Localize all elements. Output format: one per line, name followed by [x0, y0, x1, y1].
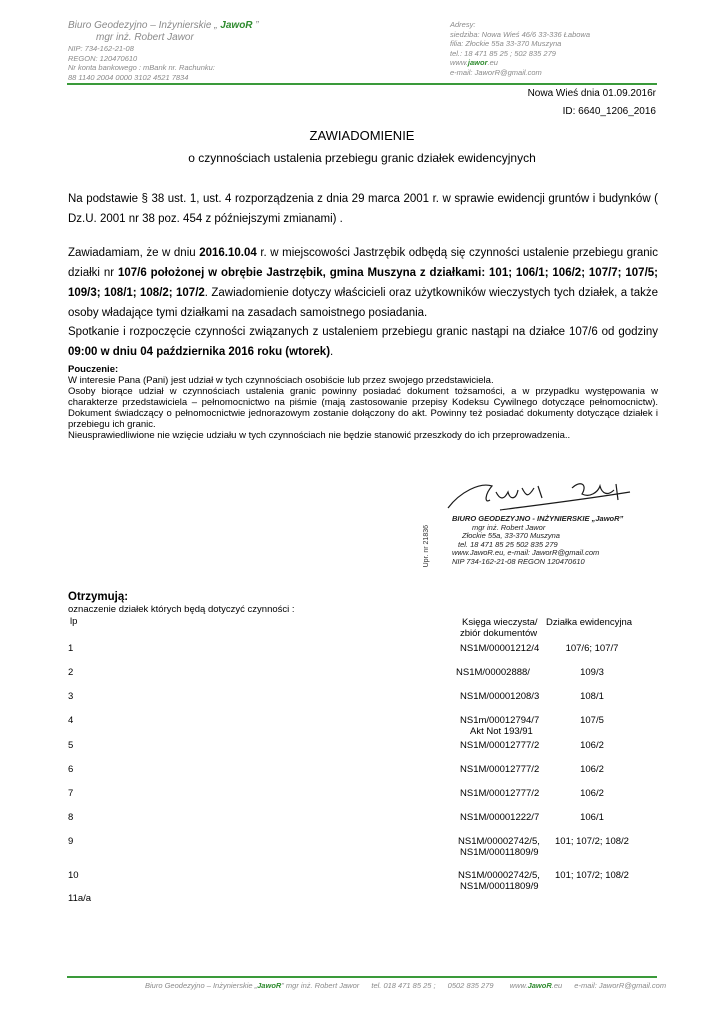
company-bank-number: 88 1140 2004 0000 3102 4521 7834	[68, 72, 189, 82]
row-lp: 3	[68, 691, 74, 702]
row-plot: 106/2	[580, 740, 604, 751]
col-header-lp: lp	[70, 616, 78, 627]
notice-line: Nieusprawiedliwione nie wzięcie udziału w tych czynnościach nie będzie stanowić przeszkody do ich przeprowadzenia..	[68, 430, 571, 441]
address-label: Adresy:	[450, 20, 476, 29]
row-plot: 107/5	[580, 715, 604, 726]
row-book: NS1M/00012777/2	[460, 764, 540, 775]
company-bank-label: Nr konta bankowego : mBank nr. Rachunku:	[68, 63, 215, 72]
row-lp: 1	[68, 643, 74, 654]
row-plot: 101; 107/2; 108/2	[555, 836, 629, 847]
footer	[145, 981, 665, 991]
id-line: ID: 6640_1206_2016	[562, 106, 656, 117]
paragraph-notification: Zawiadamiam, że w dniu 2016.10.04 r. w miejscowości Jastrzębik odbędą się czynności ustalenie przebiegu granic działki nr 107/6 położonej w obrębie Jastrzębik, gmina Muszyna z działkami: 101; 106/1; 106/2; 107/7; 107/5; 109/3; 108/1; 108/2; 107/2. Zawiadomienie dotyczy właścicieli oraz użytkowników wieczystych tych działek, a także osoby władające tymi działkami na zasadach samoistnego posiadania.	[68, 247, 658, 319]
row-lp: 6	[68, 764, 74, 775]
company-owner: mgr inż. Robert Jawor	[96, 32, 194, 43]
footer-divider	[67, 976, 657, 978]
stamp	[452, 515, 632, 566]
row-plot: 101; 107/2; 108/2	[555, 870, 629, 881]
recipients-subheading: oznaczenie działek których będą dotyczyć czynności :	[68, 604, 295, 615]
row-plot: 107/6; 107/7	[565, 643, 619, 654]
row-lp: 8	[68, 812, 74, 823]
row-lp: 2	[68, 667, 74, 678]
row-plot: 106/2	[580, 764, 604, 775]
date-line: Nowa Wieś dnia 01.09.2016r	[527, 88, 656, 99]
address-branch: filia: Złockie 55a 33-370 Muszyna	[450, 39, 562, 48]
row-plot: 106/1	[580, 812, 604, 823]
row-plot: 108/1	[580, 691, 604, 702]
row-lp: 9	[68, 836, 74, 847]
stamp-company: BIURO GEODEZYJNO - INŻYNIERSKIE „JawoR”	[452, 514, 624, 523]
stamp-web: www.JawoR.eu, e-mail: JaworR@gmail.com	[452, 548, 600, 557]
row-lp: 7	[68, 788, 74, 799]
header-right	[450, 20, 670, 77]
signature	[430, 470, 640, 520]
last-row-lp: 11a/a	[68, 893, 92, 904]
notice-line: Osoby biorące udział w czynnościach ustalenia granic powinny posiadać dokument tożsamości, a w przypadku występowania w charakterze przedstawiciela – pełnomocnictwo na piśmie (mają zastosowanie przepisy Kodeksu Cywilnego dotyczące pełnomocnictw). Dokument świadczący o pełnomocnictwie jednorazowym zostanie dołączony do akt. Powinny też posiadać dokumenty dotyczące działek i przebiegu ich granic.	[68, 386, 658, 430]
row-book: NS1M/00012777/2	[460, 740, 540, 751]
notice-block	[68, 364, 658, 441]
row-lp: 4	[68, 715, 74, 726]
footer-tel: tel. 018 471 85 25 ;	[371, 981, 436, 990]
footer-www[interactable]: www.JawoR.eu	[509, 981, 563, 990]
row-book: NS1M/00002742/5, NS1M/00011809/9	[458, 870, 540, 892]
row-book: NS1m/00012794/7 Akt Not 193/91	[460, 715, 540, 737]
company-nip: NIP: 734-162-21-08	[68, 44, 134, 53]
company-name: Biuro Geodezyjno – Inżynierskie „ JawoR ”	[68, 20, 259, 31]
row-book: NS1M/00012777/2	[460, 788, 540, 799]
row-plot: 109/3	[580, 667, 604, 678]
footer-mobile: 0502 835 279	[447, 981, 494, 990]
footer-email[interactable]: e-mail: JaworR@gmail.com	[574, 981, 667, 990]
footer-company: Biuro Geodezyjno – Inżynierskie „JawoR” mgr inż. Robert Jawor	[145, 981, 360, 990]
notice-heading: Pouczenie:	[68, 364, 119, 375]
header-divider	[67, 83, 657, 85]
row-lp: 10	[68, 870, 79, 881]
page-title: ZAWIADOMIENIE	[309, 128, 415, 143]
stamp-tel: tel. 18 471 85 25 502 835 279	[458, 539, 558, 549]
recipients-heading: Otrzymują:	[68, 591, 129, 603]
stamp-owner: mgr inż. Robert Jawor	[472, 522, 546, 532]
col-header-book: Księga wieczysta/ zbiór dokumentów	[460, 617, 538, 639]
header-left	[68, 20, 368, 82]
row-book: NS1M/00001212/4	[460, 643, 540, 654]
row-lp: 5	[68, 740, 74, 751]
address-email[interactable]: e-mail: JaworR@gmail.com	[450, 67, 542, 77]
row-book: NS1M/00002742/5, NS1M/00011809/9	[458, 836, 540, 858]
col-header-plot: Działka ewidencyjna	[546, 617, 633, 628]
stamp-address: Złockie 55a, 33-370 Muszyna	[462, 531, 560, 540]
row-plot: 106/2	[580, 788, 604, 799]
stamp-nip: NIP 734-162-21-08 REGON 120470610	[452, 556, 585, 566]
row-book: NS1M/00002888/	[456, 667, 530, 678]
row-book: NS1M/00001222/7	[460, 812, 540, 823]
notice-line: W interesie Pana (Pani) jest udział w tych czynnościach osobiście lub przez swojego przedstawiciela.	[68, 375, 494, 386]
company-regon: REGON: 120470610	[68, 53, 138, 63]
address-tel: tel.: 18 471 85 25 ; 502 835 279	[450, 48, 556, 58]
page-subtitle: o czynnościach ustalenia przebiegu granic działek ewidencyjnych	[188, 151, 536, 165]
paragraph-meeting: Spotkanie i rozpoczęcie czynności związanych z ustaleniem przebiegu granic nastąpi na działce 107/6 od godziny 09:00 w dniu 04 października 2016 roku (wtorek).	[68, 326, 658, 358]
address-www[interactable]: www.jawor.eu	[450, 58, 498, 67]
stamp-vertical-text: Upr. nr 21836	[423, 525, 430, 568]
row-book: NS1M/00001208/3	[460, 691, 540, 702]
address-seat: siedziba: Nowa Wieś 46/6 33-336 Łabowa	[450, 29, 591, 39]
paragraph-legal-basis: Na podstawie § 38 ust. 1, ust. 4 rozporządzenia z dnia 29 marca 2001 r. w sprawie ewidencji gruntów i budynków ( Dz.U. 2001 nr 38 poz. 454 z późniejszymi zmianami) .	[68, 193, 658, 225]
